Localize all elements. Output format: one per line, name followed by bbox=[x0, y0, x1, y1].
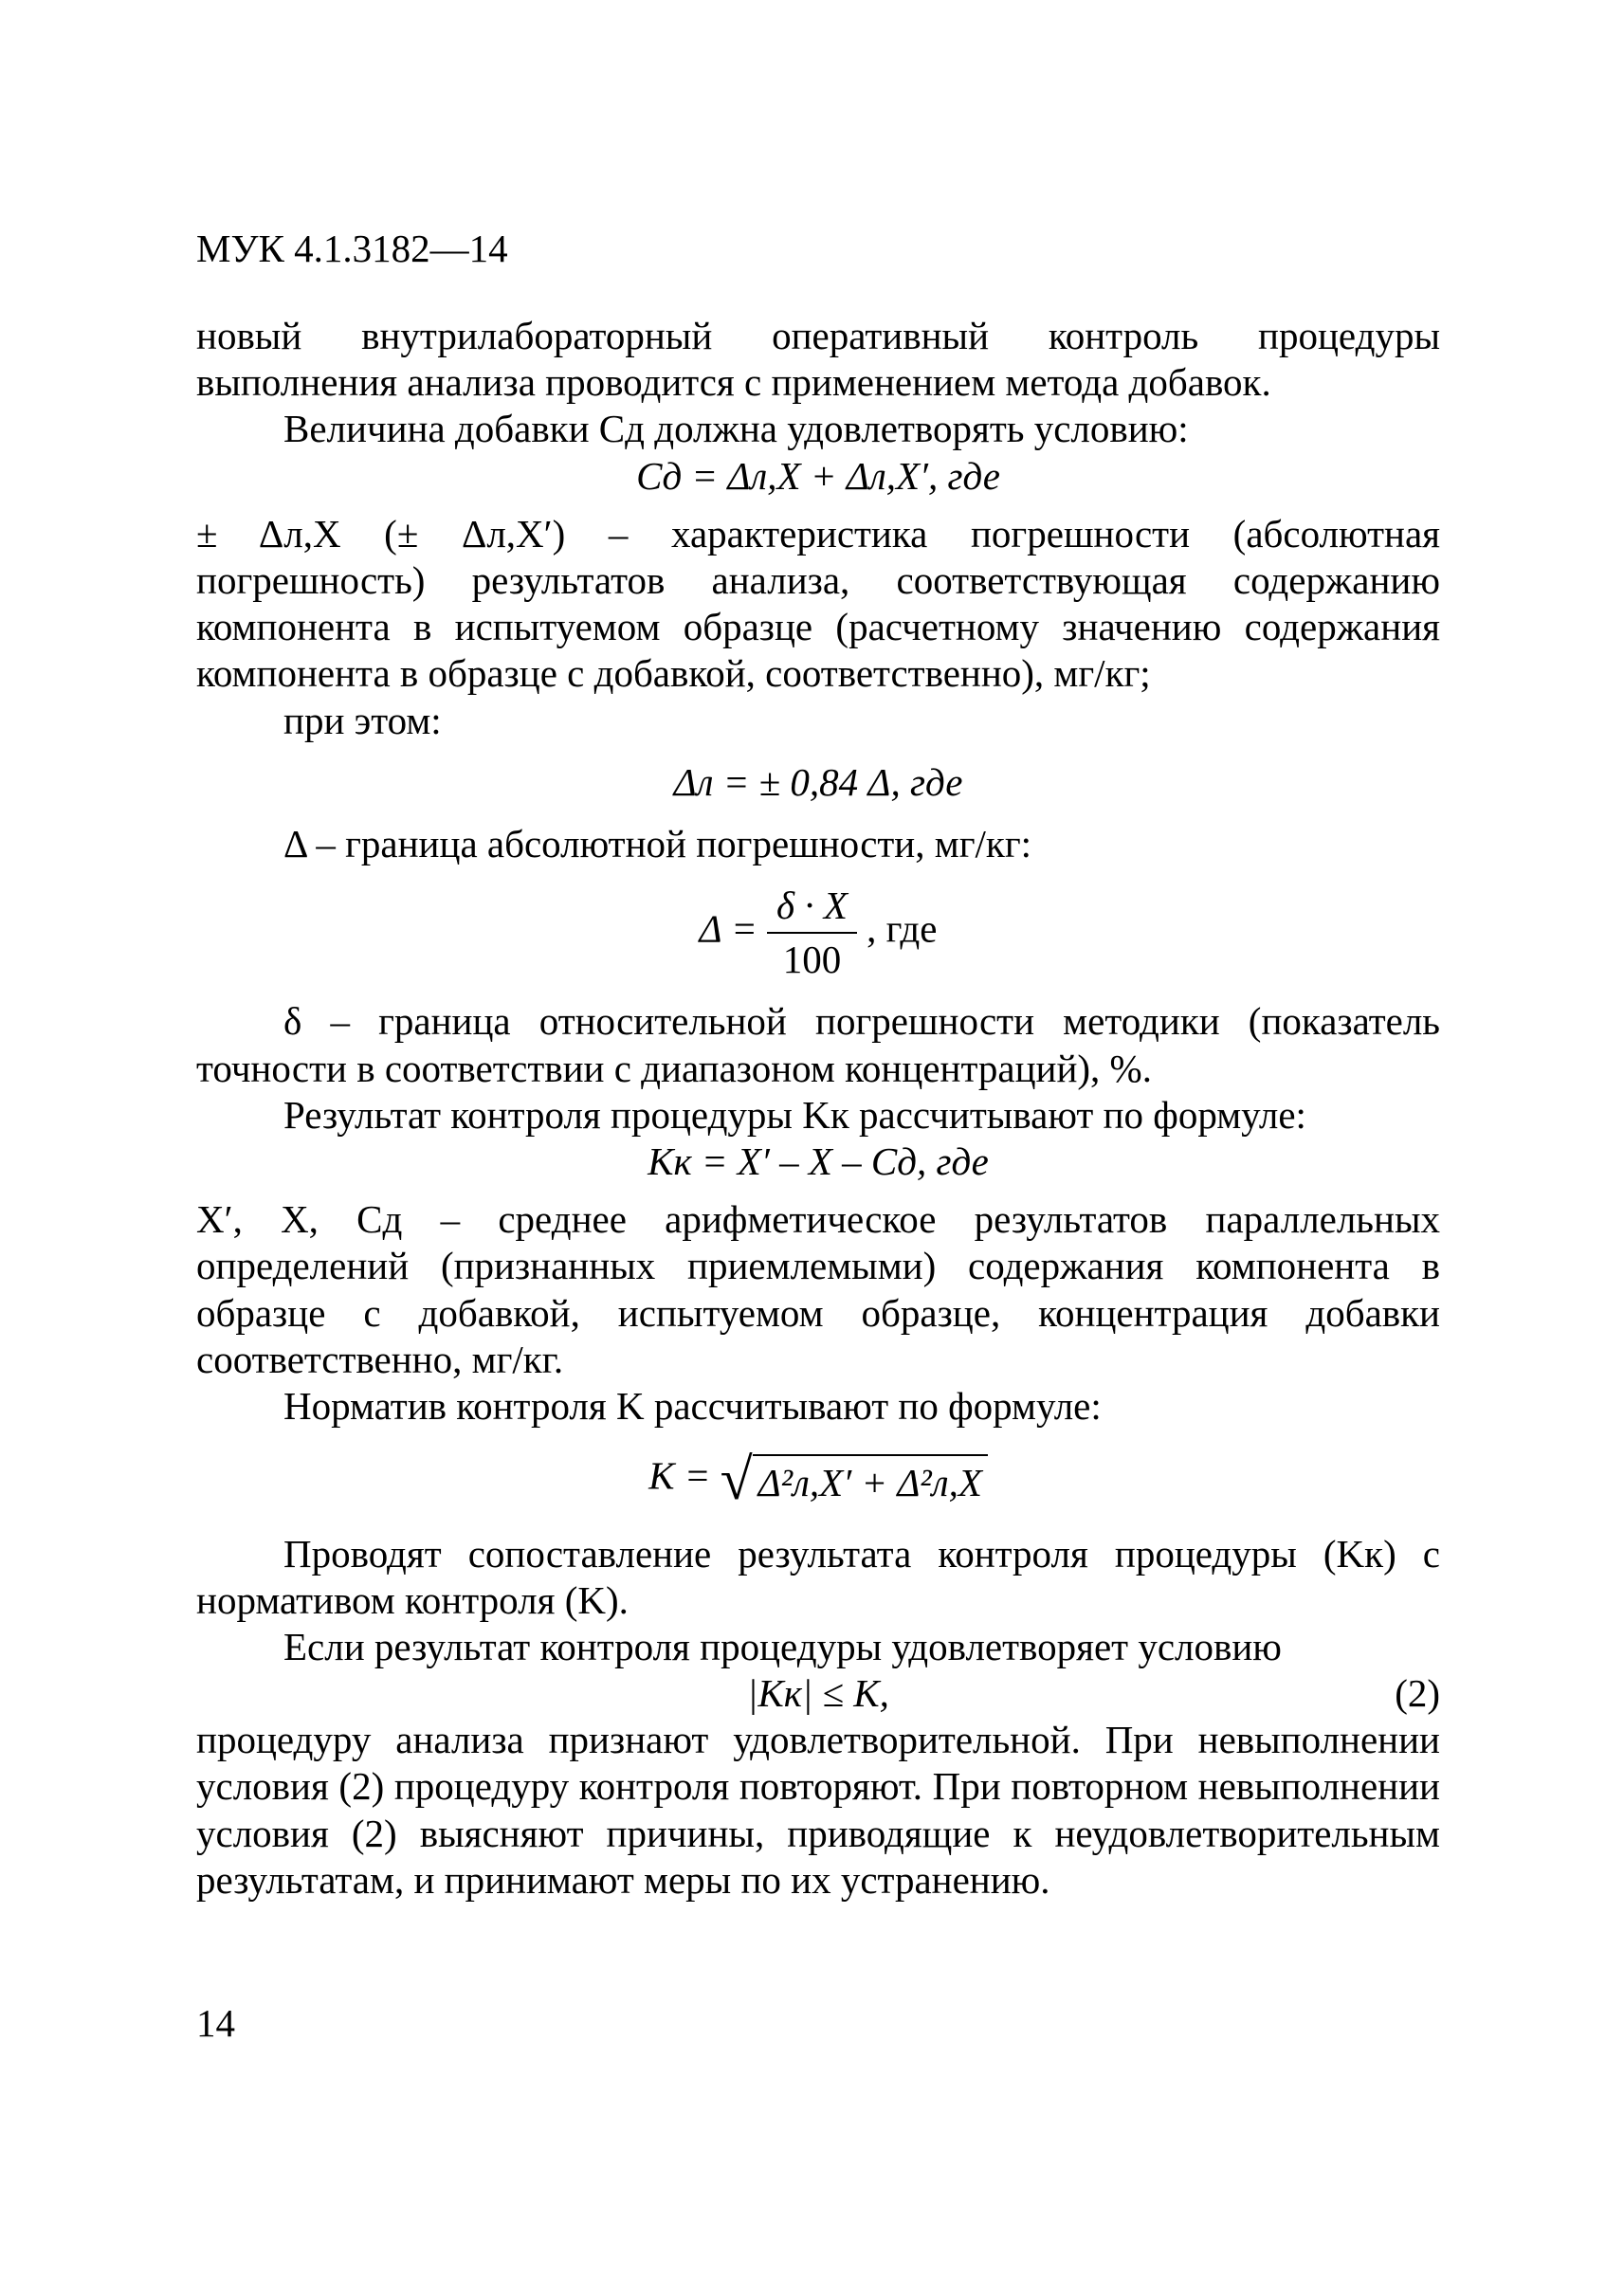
page-body bbox=[196, 313, 1440, 1904]
paragraph-conclusion: процедуру анализа признают удовлетворительной. При невыполнении условия (2) процедуру контроля повторяют. При повторном невыполнении условия (2) выясняют причины, приводящие к неудовлетворительным результатам, и принимают меры по их устранению. bbox=[196, 1718, 1440, 1902]
paragraph-if-condition: Если результат контроля процедуры удовлетворяет условию bbox=[283, 1624, 1282, 1668]
formula-k bbox=[196, 1445, 1440, 1515]
document-header: МУК 4.1.3182—14 bbox=[196, 227, 508, 270]
formula-delta-tail: , где bbox=[867, 906, 938, 951]
formula-delta-l: Δл = ± 0,84 Δ, где bbox=[673, 759, 963, 804]
fraction bbox=[767, 883, 857, 983]
paragraph-intro: новый внутрилабораторный оперативный контроль процедуры выполнения анализа проводится с применением метода добавок. bbox=[196, 314, 1440, 405]
paragraph-addition-condition: Величина добавки Cд должна удовлетворять условию: bbox=[283, 407, 1189, 451]
paragraph-mean-definitions: X′, X, Cд – среднее арифметическое результатов параллельных определений (признанных приемлемыми) содержания компонента в образце с добавкой, испытуемом образце, концентрация добавки соответственно, мг/кг. bbox=[196, 1197, 1440, 1381]
formula-addition: Cд = Δл,X + Δл,X′, где bbox=[636, 453, 1000, 498]
paragraph-error-characteristic: ± Δл,X (± Δл,X′) – характеристика погрешности (абсолютная погрешность) результатов анализа, соответствующая содержанию компонента в испытуемом образце (расчетному значению содержания компонента в образце с добавкой, соответственно), мг/кг; bbox=[196, 511, 1440, 696]
paragraph-rel-error-bound: δ – граница относительной погрешности методики (показатель точности в соответствии с диапазоном концентраций), %. bbox=[196, 999, 1440, 1090]
formula-condition-row bbox=[196, 1670, 1440, 1717]
fraction-denominator: 100 bbox=[782, 938, 842, 982]
formula-delta-lhs: Δ = bbox=[699, 906, 757, 951]
paragraph-control-result: Результат контроля процедуры Kк рассчитывают по формуле: bbox=[283, 1092, 1306, 1137]
paragraph-control-norm: Норматив контроля K рассчитывают по формуле: bbox=[283, 1383, 1102, 1428]
formula-delta bbox=[196, 883, 1440, 983]
equation-number: (2) bbox=[1395, 1671, 1440, 1716]
formula-k-lhs: K = bbox=[648, 1453, 711, 1498]
paragraph-abs-error-bound: Δ – граница абсолютной погрешности, мг/кг: bbox=[283, 821, 1032, 866]
page-number: 14 bbox=[196, 2001, 235, 2045]
radicand: Δ²л,X′ + Δ²л,X bbox=[753, 1454, 988, 1506]
paragraph-in-this-case: при этом: bbox=[283, 698, 442, 742]
square-root bbox=[721, 1445, 988, 1515]
radical-sign-icon: √ bbox=[720, 1448, 753, 1513]
fraction-numerator: δ · X bbox=[767, 883, 857, 934]
paragraph-comparison: Проводят сопоставление результата контроля процедуры (Kк) с нормативом контроля (K). bbox=[196, 1531, 1440, 1622]
formula-condition: |Kк| ≤ K, bbox=[747, 1671, 889, 1716]
formula-kk: Kк = X′ – X – Cд, где bbox=[648, 1139, 989, 1183]
